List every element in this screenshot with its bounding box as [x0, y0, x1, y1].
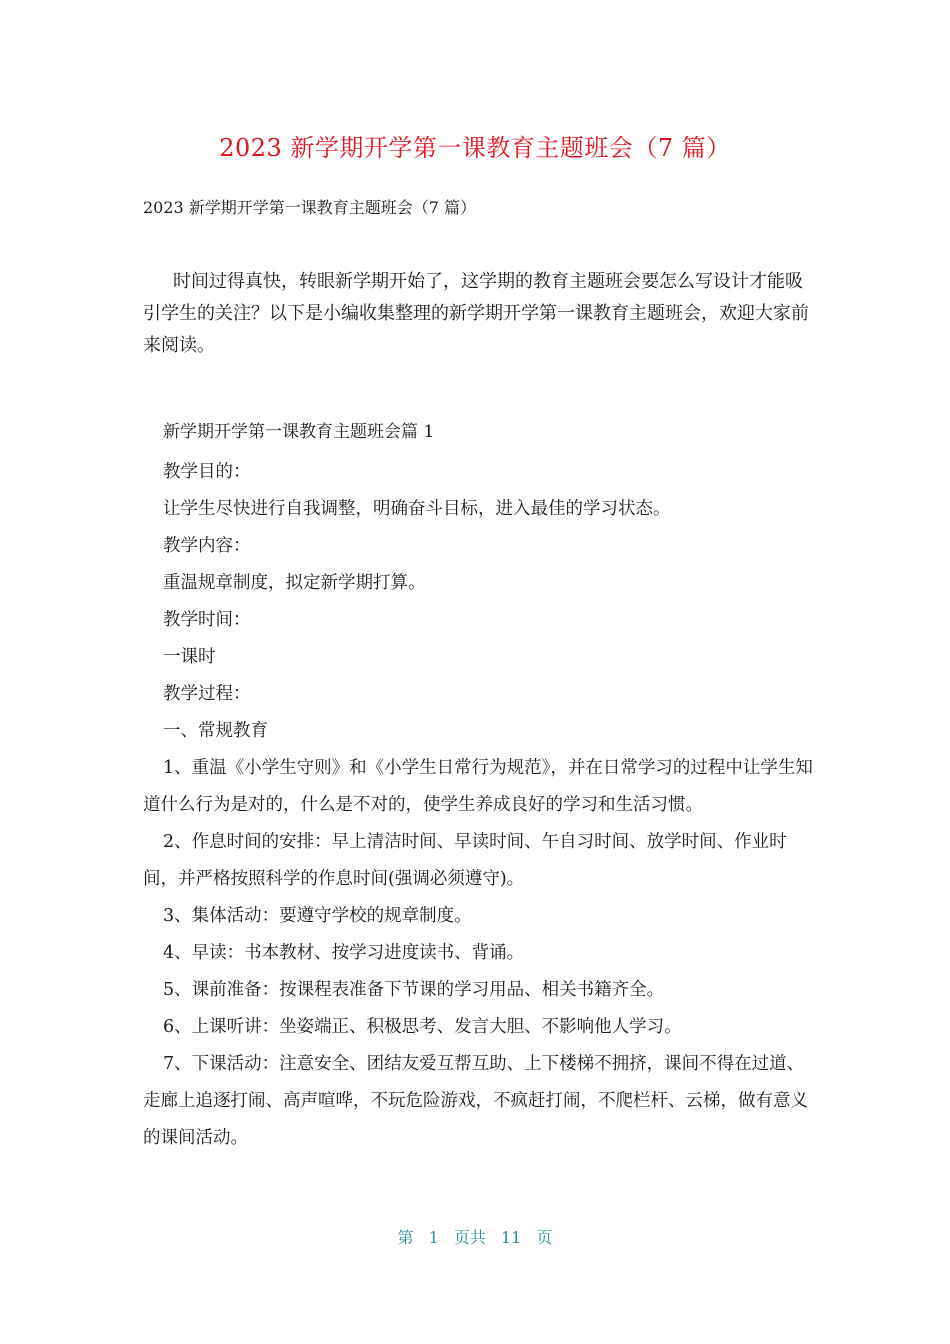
- content-lines: [143, 454, 813, 1157]
- content-line: 3、集体活动：要遵守学校的规章制度。: [163, 906, 472, 926]
- content-line: 教学内容：: [163, 536, 251, 556]
- section-heading: 新学期开学第一课教育主题班会篇 1: [163, 422, 435, 442]
- page-footer: 第 1 页共 11 页: [397, 1228, 553, 1247]
- content-line: 4、早读：书本教材、按学习进度读书、背诵。: [163, 943, 525, 963]
- content-line: 6、上课听讲：坐姿端正、积极思考、发言大胆、不影响他人学习。: [163, 1017, 682, 1037]
- sub-title: 2023 新学期开学第一课教育主题班会（7 篇）: [143, 198, 477, 217]
- content-line: 2、作息时间的安排：早上清洁时间、早读时间、午自习时间、放学时间、作业时间，并严格按照科学的作息时间(强调必须遵守)。: [143, 832, 787, 889]
- content-line: 让学生尽快进行自我调整，明确奋斗目标，进入最佳的学习状态。: [163, 499, 671, 519]
- content-line: 一、常规教育: [163, 721, 268, 741]
- intro-paragraph: 时间过得真快，转眼新学期开始了，这学期的教育主题班会要怎么写设计才能吸引学生的关注？以下是小编收集整理的新学期开学第一课教育主题班会，欢迎大家前来阅读。: [143, 271, 809, 356]
- content-line: 1、重温《小学生守则》和《小学生日常行为规范》，并在日常学习的过程中让学生知道什么行为是对的，什么是不对的，使学生养成良好的学习和生活习惯。: [143, 758, 813, 815]
- content-line: 教学过程：: [163, 684, 251, 704]
- main-title: 2023 新学期开学第一课教育主题班会（7 篇）: [219, 134, 731, 162]
- content-line: 教学目的：: [163, 462, 251, 482]
- content-line: 教学时间：: [163, 610, 251, 630]
- content-line: 一课时: [163, 647, 216, 667]
- content-line: 5、课前准备：按课程表准备下节课的学习用品、相关书籍齐全。: [163, 980, 665, 1000]
- content-line: 重温规章制度，拟定新学期打算。: [163, 573, 426, 593]
- content-line: 7、下课活动：注意安全、团结友爱互帮互助、上下楼梯不拥挤，课间不得在过道、走廊上追逐打闹、高声喧哗，不玩危险游戏，不疯赶打闹，不爬栏杆、云梯，做有意义的课间活动。: [143, 1054, 808, 1148]
